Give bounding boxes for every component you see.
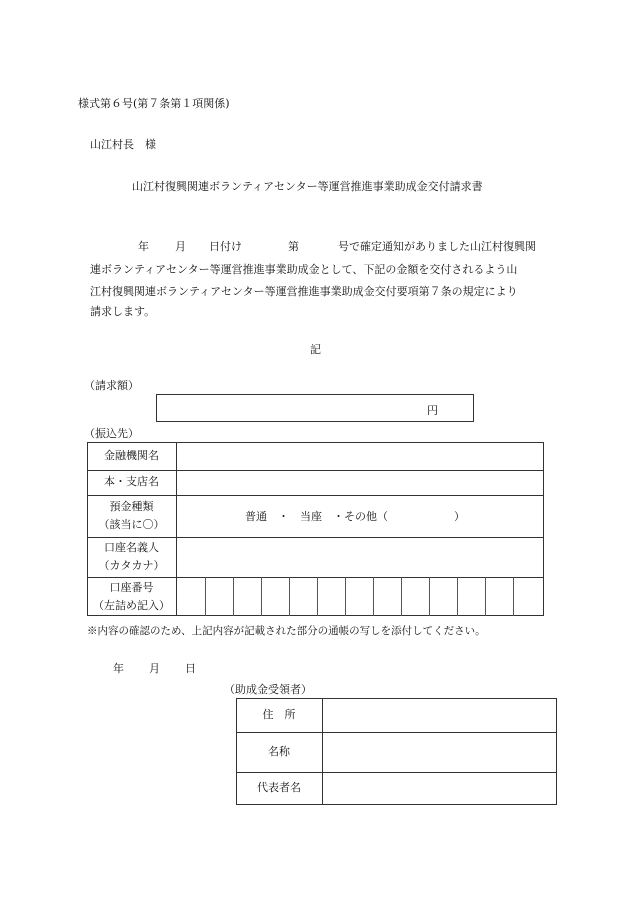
form-number: 様式第６号(第７条第１項関係)	[78, 97, 230, 110]
account-digit-1[interactable]	[177, 578, 205, 615]
account-digit-10[interactable]	[430, 578, 457, 615]
holder-sublabel: （カタカナ）	[98, 559, 165, 572]
recipient-name-field[interactable]	[323, 733, 556, 772]
recipient-address-label: 住 所	[262, 708, 296, 721]
branch-label: 本・支店名	[104, 475, 159, 488]
institution-field[interactable]	[177, 443, 543, 470]
body-dai: 第	[288, 240, 299, 253]
date-year: 年	[113, 662, 124, 675]
account-digit-8[interactable]	[374, 578, 401, 615]
deposit-type-options[interactable]: 普通 ・ 当座 ・その他（ ）	[245, 510, 465, 523]
account-digit-2[interactable]	[206, 578, 233, 615]
ki-heading: 記	[310, 343, 321, 356]
body-line3: 江村復興関連ボランティアセンター等運営推進事業助成金交付要項第７条の規定により	[90, 285, 518, 298]
holder-field[interactable]	[177, 538, 543, 577]
amount-label: （請求額）	[84, 379, 139, 392]
account-number-label: 口座番号	[109, 581, 154, 594]
bank-row-line	[87, 495, 544, 496]
recipient-rep-label: 代表者名	[257, 781, 301, 794]
account-digit-12[interactable]	[486, 578, 513, 615]
deposit-type-label: 預金種類	[109, 500, 154, 513]
bank-label: （振込先）	[84, 427, 139, 440]
recipient-name-label: 名称	[268, 745, 290, 758]
attachment-note: ※内容の確認のため、上記内容が記載された部分の通帳の写しを添付してください。	[87, 625, 486, 637]
body-line2: 連ボランティアセンター等運営推進事業助成金として、下記の金額を交付されるよう山	[90, 263, 518, 276]
holder-label: 口座名義人	[104, 541, 159, 554]
date-day: 日	[185, 662, 196, 675]
account-digit-7[interactable]	[346, 578, 373, 615]
recipient-address-field[interactable]	[323, 699, 556, 732]
account-digit-11[interactable]	[458, 578, 485, 615]
body-year: 年	[138, 240, 149, 253]
addressee: 山江村長 様	[90, 138, 156, 151]
amount-currency: 円	[427, 404, 438, 417]
account-digit-4[interactable]	[262, 578, 289, 615]
body-month: 月	[175, 240, 186, 253]
body-line1: 号で確定通知がありました山江村復興関	[338, 240, 536, 253]
body-day-ref: 日付け	[209, 240, 242, 253]
recipient-rep-field[interactable]	[323, 773, 556, 804]
date-month: 月	[149, 662, 160, 675]
account-digit-5[interactable]	[290, 578, 317, 615]
amount-field[interactable]	[156, 394, 474, 422]
account-number-sublabel: （左詰め記入）	[93, 599, 170, 612]
deposit-type-sublabel: （該当に〇）	[98, 518, 165, 531]
account-digit-13[interactable]	[514, 578, 543, 615]
recipient-label: （助成金受領者）	[224, 683, 312, 696]
account-digit-3[interactable]	[234, 578, 261, 615]
body-line4: 請求します。	[90, 305, 156, 318]
form-title: 山江村復興関連ボランティアセンター等運営推進事業助成金交付請求書	[132, 180, 483, 193]
institution-label: 金融機関名	[104, 449, 159, 462]
branch-field[interactable]	[177, 471, 543, 495]
account-digit-6[interactable]	[318, 578, 345, 615]
account-digit-9[interactable]	[402, 578, 429, 615]
